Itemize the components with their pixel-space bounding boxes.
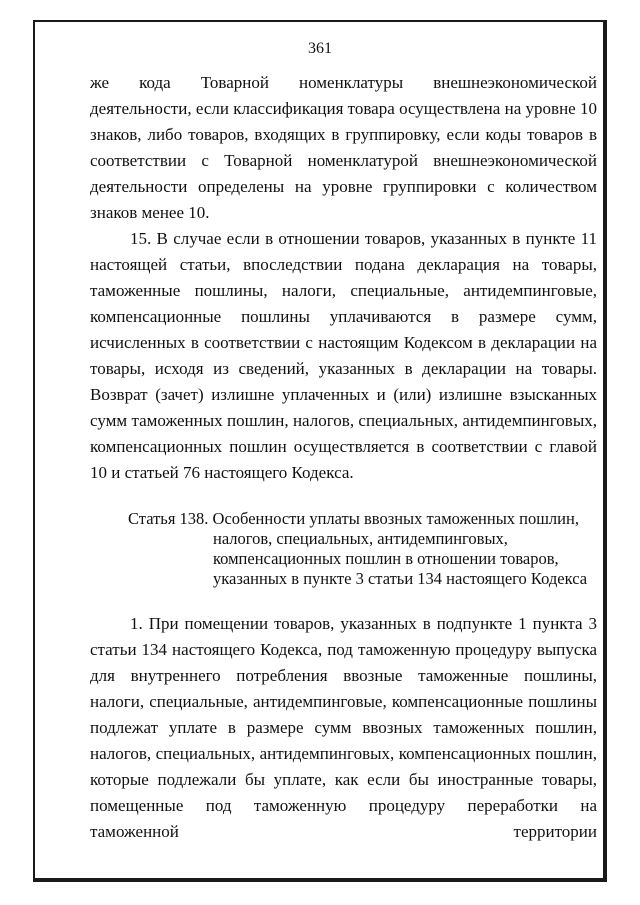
document-body (90, 70, 597, 845)
article-heading-line: Статья 138. Особенности уплаты ввозных таможенных пошлин, (128, 509, 579, 528)
article-heading (90, 509, 597, 589)
article-heading-line: налогов, специальных, антидемпинговых, (213, 529, 508, 548)
page-number: 361 (308, 40, 332, 57)
paragraph-continuation: же кода Товарной номенклатуры внешнеэкономической деятельности, если классификация товара осуществлена на уровне 10 знаков, либо товаров, входящих в группировку, если коды товаров в соответствии с Товарной номенклатурой внешнеэкономической деятельности определены на уровне группировки с количеством знаков менее 10. (90, 73, 597, 222)
paragraph-item-1: 1. При помещении товаров, указанных в подпункте 1 пункта 3 статьи 134 настоящего Кодекса, под таможенную процедуру выпуска для внутреннего потребления ввозные таможенные пошлины, налоги, специальные, антидемпинговые, компенсационные пошлины подлежат уплате в размере сумм ввозных таможенных пошлин, налогов, специальных, антидемпинговых, компенсационных пошлин, которые подлежали бы уплате, как если бы иностранные товары, помещенные под таможенную процедуру переработки на таможенной территории (90, 614, 597, 841)
article-heading-line: указанных в пункте 3 статьи 134 настоящего Кодекса (213, 569, 588, 588)
paragraph-item-15: 15. В случае если в отношении товаров, указанных в пункте 11 настоящей статьи, впоследствии подана декларация на товары, таможенные пошлины, налоги, специальные, антидемпинговые, компенсационные пошлины уплачиваются в размере сумм, исчисленных в соответствии с настоящим Кодексом в декларации на товары, исходя из сведений, указанных в декларации на товары. Возврат (зачет) излишне уплаченных и (или) излишне взысканных сумм таможенных пошлин, налогов, специальных, антидемпинговых, компенсационных пошлин осуществляется в соответствии с главой 10 и статьей 76 настоящего Кодекса. (90, 229, 597, 482)
article-heading-line: компенсационных пошлин в отношении товаров, (213, 549, 559, 568)
